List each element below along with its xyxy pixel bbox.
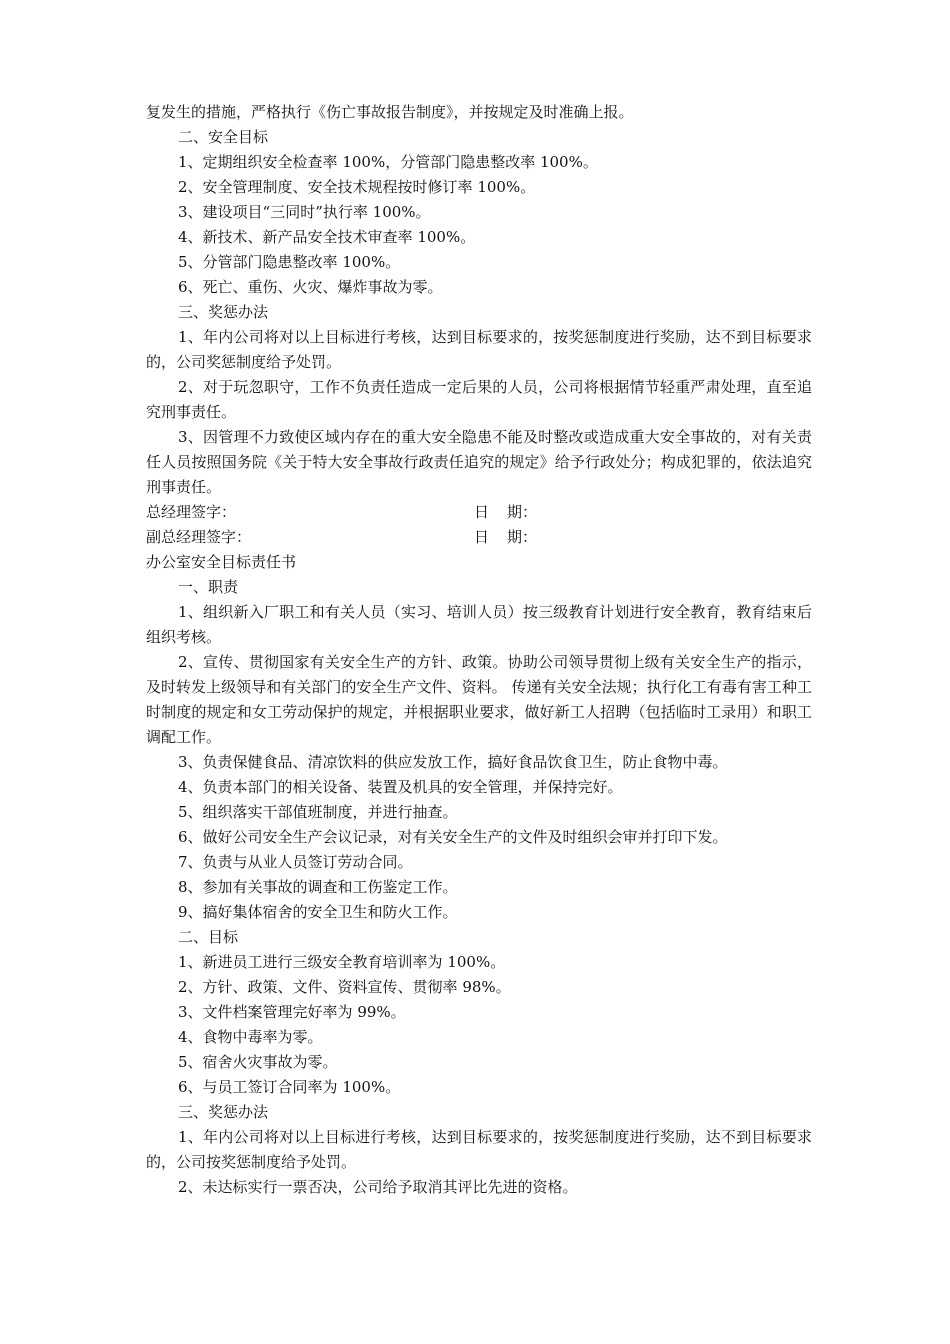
list-item: 7、负责与从业人员签订劳动合同。 [178,853,413,871]
list-item: 5、组织落实干部值班制度，并进行抽查。 [178,803,458,821]
list-item: 4、食物中毒率为零。 [178,1028,323,1046]
paragraph: 复发生的措施，严格执行《伤亡事故报告制度》，并按规定及时准确上报。 [146,103,634,121]
list-item: 4、新技术、新产品安全技术审查率 100%。 [178,228,476,246]
list-item: 1、定期组织安全检查率 100%，分管部门隐患整改率 100%。 [178,153,598,171]
list-item: 6、与员工签订合同率为 100%。 [178,1078,401,1096]
list-item: 2、宣传、贯彻国家有关安全生产的方针、政策。协助公司领导贯彻上级有关安全生产的指示，及时转发上级领导和有关部门的安全生产文件、资料。 传递有关安全法规；执行化工有毒有害工种工时制度的规定和女工劳动保护的规定，并根据职业要求，做好新工人招聘（包括临时工录用）和职工调配工作。 [146,653,812,746]
document-title: 办公室安全目标责任书 [146,553,297,571]
list-item: 1、年内公司将对以上目标进行考核，达到目标要求的，按奖惩制度进行奖励，达不到目标要求的，公司按奖惩制度给予处罚。 [146,1128,812,1171]
section-heading: 三、奖惩办法 [178,303,269,321]
section-heading: 一、职责 [178,578,239,596]
list-item: 5、分管部门隐患整改率 100%。 [178,253,401,271]
list-item: 3、建设项目“三同时”执行率 100%。 [178,203,431,221]
date-label-part: 期： [507,503,538,521]
section-heading: 二、安全目标 [178,128,269,146]
signature-line-deputy-gm [146,525,812,550]
list-item: 1、组织新入厂职工和有关人员（实习、培训人员）按三级教育计划进行安全教育，教育结束后组织考核。 [146,603,812,646]
list-item: 1、新进员工进行三级安全教育培训率为 100%。 [178,953,506,971]
list-item: 8、参加有关事故的调查和工伤鉴定工作。 [178,878,458,896]
date-label-part: 日 [474,503,490,521]
list-item: 3、负责保健食品、清凉饮料的供应发放工作，搞好食品饮食卫生，防止食物中毒。 [178,753,728,771]
date-label-part: 期： [507,528,538,546]
list-item: 1、年内公司将对以上目标进行考核，达到目标要求的，按奖惩制度进行奖励，达不到目标要求的，公司奖惩制度给予处罚。 [146,328,812,371]
list-item: 2、方针、政策、文件、资料宣传、贯彻率 98%。 [178,978,511,996]
date-label [474,500,537,525]
date-label-part: 日 [474,528,490,546]
list-item: 2、未达标实行一票否决，公司给予取消其评比先进的资格。 [178,1178,578,1196]
list-item: 6、做好公司安全生产会议记录，对有关安全生产的文件及时组织会审并打印下发。 [178,828,728,846]
section-heading: 二、目标 [178,928,239,946]
document-page [146,100,812,1200]
list-item: 6、死亡、重伤、火灾、爆炸事故为零。 [178,278,443,296]
signature-label: 总经理签字： [146,503,237,521]
list-item: 3、因管理不力致使区域内存在的重大安全隐患不能及时整改或造成重大安全事故的，对有关责任人员按照国务院《关于特大安全事故行政责任追究的规定》给予行政处分；构成犯罪的，依法追究刑事责任。 [146,428,812,496]
date-label [474,525,537,550]
list-item: 4、负责本部门的相关设备、装置及机具的安全管理，并保持完好。 [178,778,623,796]
list-item: 3、文件档案管理完好率为 99%。 [178,1003,406,1021]
signature-label: 副总经理签字： [146,528,252,546]
list-item: 2、安全管理制度、安全技术规程按时修订率 100%。 [178,178,536,196]
list-item: 5、宿舍火灾事故为零。 [178,1053,338,1071]
list-item: 9、搞好集体宿舍的安全卫生和防火工作。 [178,903,458,921]
section-heading: 三、奖惩办法 [178,1103,269,1121]
signature-line-gm [146,500,812,525]
list-item: 2、对于玩忽职守，工作不负责任造成一定后果的人员，公司将根据情节轻重严肃处理，直至追究刑事责任。 [146,378,812,421]
